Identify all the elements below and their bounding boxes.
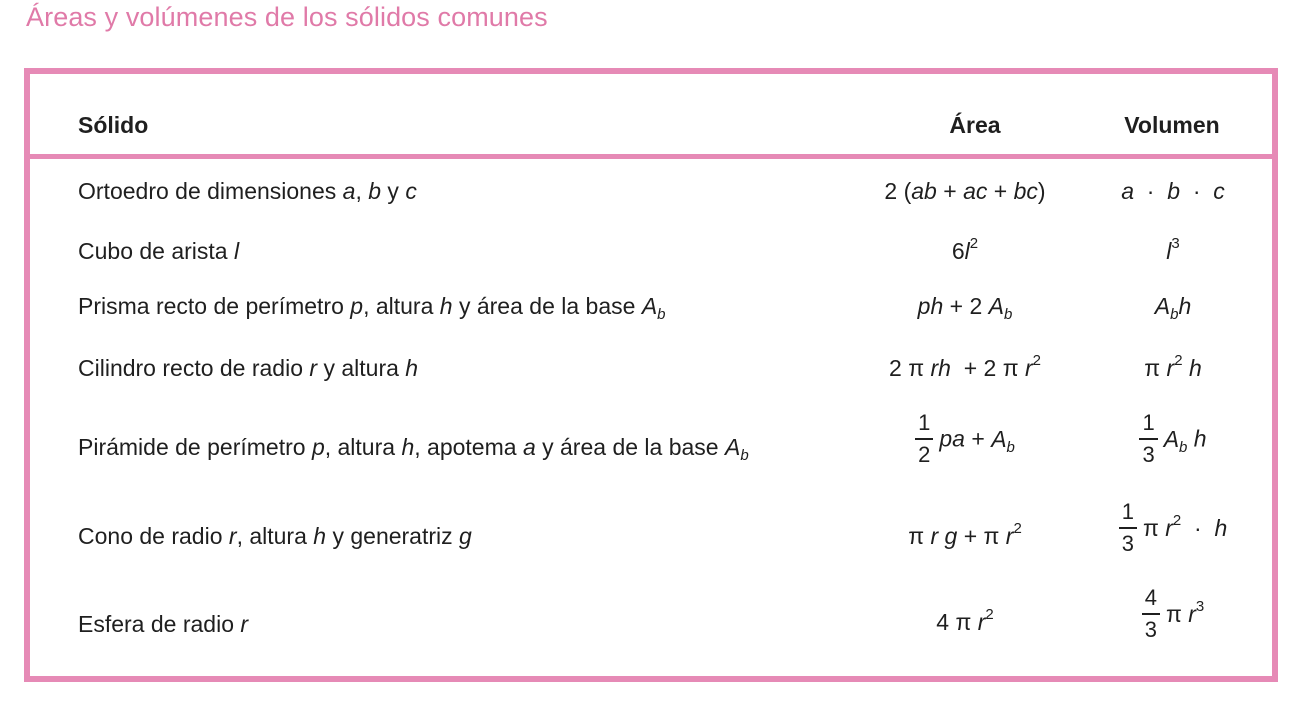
row-area: $6l^2$	[951, 235, 979, 264]
row-description: Cubo de arista l	[78, 238, 240, 264]
header-divider	[30, 154, 1272, 159]
header-solid: Sólido	[78, 112, 149, 138]
row-description: Esfera de radio r	[78, 611, 249, 637]
row-description: Prisma recto de perímetro p, altura h y área de la base $A_b$	[78, 293, 666, 323]
header-volume: Volumen	[1124, 112, 1220, 138]
row-volume: π $r^2$ h	[1144, 352, 1202, 381]
row-area: $\frac{1}{2}$ pa + $A_b$	[850, 412, 1080, 466]
row-area: π r g + π $r^2$	[908, 520, 1022, 549]
row-description: Ortoedro de dimensiones a, b y c	[78, 178, 417, 204]
row-description: Cilindro recto de radio r y altura h	[78, 355, 419, 381]
row-volume: $l^3$	[1166, 235, 1180, 264]
formula-table	[24, 68, 1278, 682]
row-volume: $A_bh$	[1154, 293, 1192, 323]
row-volume: a · b · c	[1121, 178, 1225, 204]
row-volume: $\frac{1}{3}$ π $r^2 \cdot h$	[1106, 501, 1240, 555]
row-description: Pirámide de perímetro p, altura h, apotema a y área de la base $A_b$	[78, 434, 749, 464]
row-area: 4 π $r^2$	[936, 606, 994, 635]
row-area: 2 π rh + 2 π $r^2$	[889, 352, 1041, 381]
row-description: Cono de radio r, altura h y generatriz g	[78, 523, 472, 549]
page-title: Áreas y volúmenes de los sólidos comunes	[26, 2, 548, 32]
header-area: Área	[949, 112, 1001, 138]
row-volume: $\frac{4}{3}$ π $r^3$	[1106, 587, 1240, 641]
row-area: ph + 2 $A_b$	[917, 293, 1013, 323]
row-volume: $\frac{1}{3}$ $A_b$ h	[1106, 412, 1240, 466]
row-area: 2 (ab + ac + bc)	[884, 178, 1046, 204]
